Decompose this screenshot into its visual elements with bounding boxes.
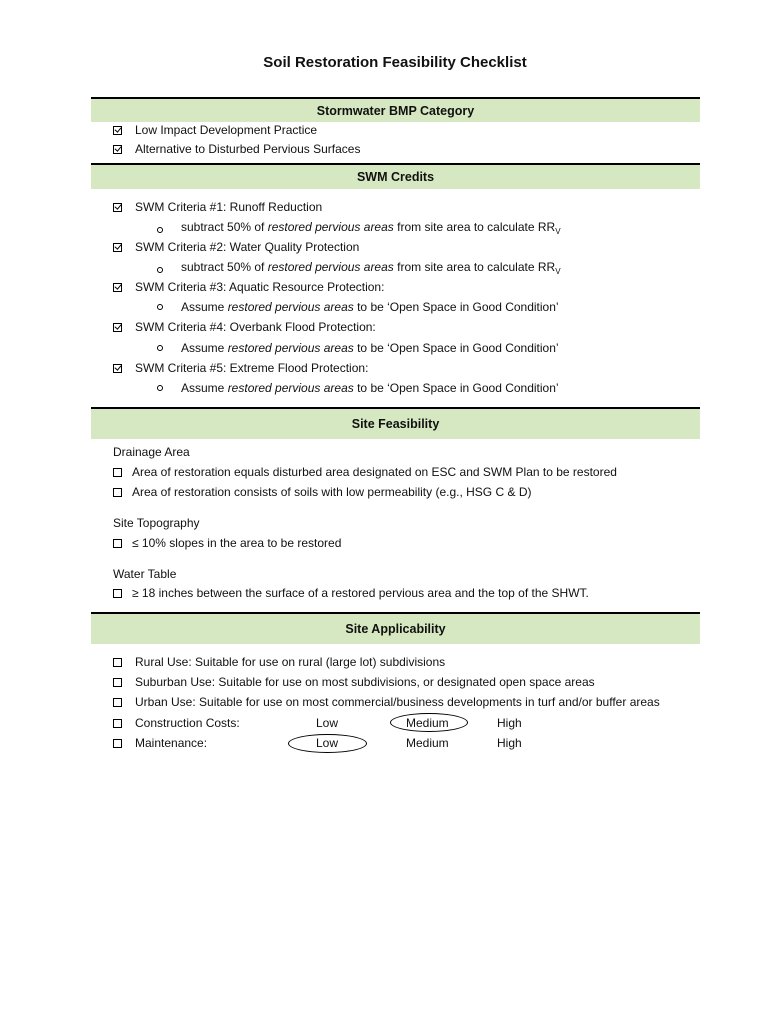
item-label: ≥ 18 inches between the surface of a restored pervious area and the top of the SHWT. [132,586,589,600]
criteria-label: SWM Criteria #4: Overbank Flood Protection: [135,320,376,334]
rating-row-maintenance [113,735,207,751]
item-label: Alternative to Disturbed Pervious Surfaces [135,142,361,156]
checklist-item [113,674,595,690]
item-label: Urban Use: Suitable for use on most commercial/business developments in turf and/or buffer areas [135,695,660,709]
bullet-circle-icon [157,267,163,273]
checkbox[interactable] [113,719,122,728]
checkbox-checked[interactable] [113,126,122,135]
checkbox[interactable] [113,739,122,748]
checkbox[interactable] [113,678,122,687]
criteria-sub-item [157,340,559,356]
checkbox-checked[interactable] [113,145,122,154]
item-label: Suburban Use: Suitable for use on most subdivisions, or designated open space areas [135,675,595,689]
subsection-heading: Drainage Area [113,445,190,459]
checklist-item [113,122,317,138]
item-label: Area of restoration equals disturbed area designated on ESC and SWM Plan to be restored [132,465,617,479]
bullet-circle-icon [157,304,163,310]
criteria-label: SWM Criteria #3: Aquatic Resource Protection: [135,280,385,294]
criteria-item [113,199,322,215]
sub-text: Assume restored pervious areas to be ‘Open Space in Good Condition’ [181,381,559,395]
criteria-item [113,279,384,295]
criteria-sub-item [157,299,559,315]
checkbox-checked[interactable] [113,323,122,332]
criteria-item [113,239,359,255]
section-header-site-applicability: Site Applicability [91,612,700,644]
selected-rating-circle [390,713,468,732]
selected-rating-circle [288,734,367,753]
sub-text: subtract 50% of restored pervious areas from site area to calculate $RR_V$ [181,220,561,236]
section-header-site-feasibility: Site Feasibility [91,407,700,439]
checklist-item [113,484,531,500]
criteria-item [113,319,376,335]
rating-option-high[interactable]: High [497,736,522,750]
rating-row-construction-costs [113,715,240,731]
checkbox-checked[interactable] [113,283,122,292]
checkbox[interactable] [113,589,122,598]
checkbox[interactable] [113,488,122,497]
checkbox[interactable] [113,698,122,707]
rating-option-high[interactable]: High [497,716,522,730]
criteria-sub-item [157,259,561,280]
sub-text: Assume restored pervious areas to be ‘Open Space in Good Condition’ [181,300,559,314]
rating-option-medium[interactable]: Medium [406,716,449,730]
document-title: Soil Restoration Feasibility Checklist [263,54,527,71]
checklist-item [113,141,360,157]
item-label: ≤ 10% slopes in the area to be restored [132,536,342,550]
subsection-heading: Site Topography [113,516,200,530]
item-label: Low Impact Development Practice [135,123,318,137]
criteria-sub-item [157,380,559,396]
checkbox-checked[interactable] [113,203,122,212]
rating-label: Maintenance: [135,736,208,750]
checklist-item [113,585,589,601]
criteria-label: SWM Criteria #5: Extreme Flood Protection: [135,361,369,375]
sub-text: subtract 50% of restored pervious areas from site area to calculate $RR_V$ [181,260,561,276]
subsection-heading: Water Table [113,567,177,581]
checkbox[interactable] [113,539,122,548]
bullet-circle-icon [157,345,163,351]
bullet-circle-icon [157,385,163,391]
item-label: Area of restoration consists of soils with low permeability (e.g., HSG C & D) [132,485,532,499]
checklist-item [113,535,341,551]
criteria-label: SWM Criteria #1: Runoff Reduction [135,200,323,214]
section-header-bmp-category: Stormwater BMP Category [91,97,700,122]
sub-text: Assume restored pervious areas to be ‘Open Space in Good Condition’ [181,341,559,355]
rating-option-low[interactable]: Low [316,736,339,750]
bullet-circle-icon [157,227,163,233]
criteria-item [113,360,368,376]
section-header-swm-credits: SWM Credits [91,163,700,189]
checkbox[interactable] [113,658,122,667]
checklist-item [113,464,617,480]
item-label: Rural Use: Suitable for use on rural (large lot) subdivisions [135,655,446,669]
criteria-sub-item [157,219,561,240]
rating-option-medium[interactable]: Medium [406,736,449,750]
checkbox-checked[interactable] [113,364,122,373]
checklist-item [113,654,445,670]
rating-label: Construction Costs: [135,716,240,730]
criteria-label: SWM Criteria #2: Water Quality Protection [135,240,360,254]
checklist-item [113,694,660,710]
checkbox-checked[interactable] [113,243,122,252]
rating-option-low[interactable]: Low [316,716,339,730]
checkbox[interactable] [113,468,122,477]
